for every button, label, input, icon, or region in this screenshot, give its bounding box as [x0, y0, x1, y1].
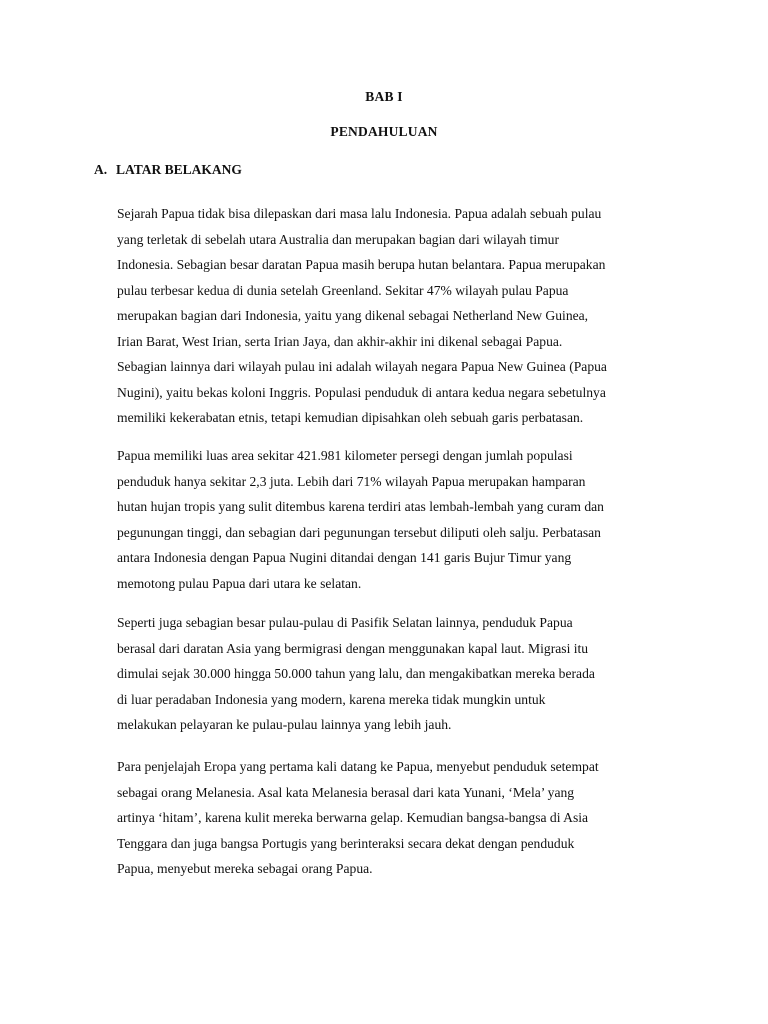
paragraph — [117, 754, 677, 882]
chapter-title: PENDAHULUAN — [330, 124, 438, 139]
paragraph-line: Para penjelajah Eropa yang pertama kali datang ke Papua, menyebut penduduk setempat — [117, 759, 599, 774]
paragraph-line: berasal dari daratan Asia yang bermigrasi dengan menggunakan kapal laut. Migrasi itu — [117, 640, 589, 656]
paragraph-line: Seperti juga sebagian besar pulau-pulau di Pasifik Selatan lainnya, penduduk Papua — [117, 615, 573, 630]
section-heading — [94, 162, 242, 178]
paragraph-line: Nugini), yaitu bekas koloni Inggris. Populasi penduduk di antara kedua negara sebetulnya — [117, 384, 606, 400]
paragraph-line: Tenggara dan juga bangsa Portugis yang berinteraksi secara dekat dengan penduduk — [117, 835, 575, 851]
section-marker: A. — [94, 162, 108, 177]
paragraph-line: memotong pulau Papua dari utara ke selatan. — [117, 575, 362, 591]
paragraph — [117, 201, 677, 431]
paragraph-line: Sejarah Papua tidak bisa dilepaskan dari masa lalu Indonesia. Papua adalah sebuah pulau — [117, 206, 602, 221]
paragraph-line: di luar peradaban Indonesia yang modern, karena mereka tidak mungkin untuk — [117, 691, 546, 707]
paragraph-line: pulau terbesar kedua di dunia setelah Greenland. Sekitar 47% wilayah pulau Papua — [117, 282, 569, 298]
paragraph-line: Indonesia. Sebagian besar daratan Papua masih berupa hutan belantara. Papua merupakan — [117, 257, 606, 272]
paragraph-line: hutan hujan tropis yang sulit ditembus karena terdiri atas lembah-lembah yang curam dan — [117, 499, 604, 514]
paragraph-line: Papua memiliki luas area sekitar 421.981 kilometer persegi dengan jumlah populasi — [117, 448, 573, 463]
paragraph-line: Sebagian lainnya dari wilayah pulau ini adalah wilayah negara Papua New Guinea (Papua — [117, 359, 607, 374]
paragraph-line: sebagai orang Melanesia. Asal kata Melanesia berasal dari kata Yunani, ‘Mela’ yang — [117, 784, 575, 800]
paragraph — [117, 443, 677, 596]
chapter-number: BAB I — [365, 89, 403, 104]
paragraph-line: yang terletak di sebelah utara Australia dan merupakan bagian dari wilayah timur — [117, 231, 560, 247]
paragraph-line: merupakan bagian dari Indonesia, yaitu yang dikenal sebagai Netherland New Guinea, — [117, 308, 589, 323]
paragraph-line: pegunungan tinggi, dan sebagian dari pegunungan tersebut diliputi oleh salju. Perbatasan — [117, 524, 601, 540]
paragraph-line: artinya ‘hitam’, karena kulit mereka berwarna gelap. Kemudian bangsa-bangsa di Asia — [117, 810, 589, 825]
paragraph — [117, 610, 677, 738]
section-title: LATAR BELAKANG — [116, 162, 242, 177]
paragraph-line: memiliki kekerabatan etnis, tetapi kemudian dipisahkan oleh sebuah garis perbatasan. — [117, 410, 584, 425]
paragraph-line: penduduk hanya sekitar 2,3 juta. Lebih dari 71% wilayah Papua merupakan hamparan — [117, 473, 586, 489]
paragraph-line: Irian Barat, West Irian, serta Irian Jaya, dan akhir-akhir ini dikenal sebagai Papua. — [117, 333, 563, 349]
paragraph-line: antara Indonesia dengan Papua Nugini ditandai dengan 141 garis Bujur Timur yang — [117, 550, 572, 565]
paragraph-line: dimulai sejak 30.000 hingga 50.000 tahun yang lalu, dan mengakibatkan mereka berada — [117, 666, 595, 681]
paragraph-line: Papua, menyebut mereka sebagai orang Papua. — [117, 861, 373, 876]
paragraph-line: melakukan pelayaran ke pulau-pulau lainnya yang lebih jauh. — [117, 717, 452, 732]
